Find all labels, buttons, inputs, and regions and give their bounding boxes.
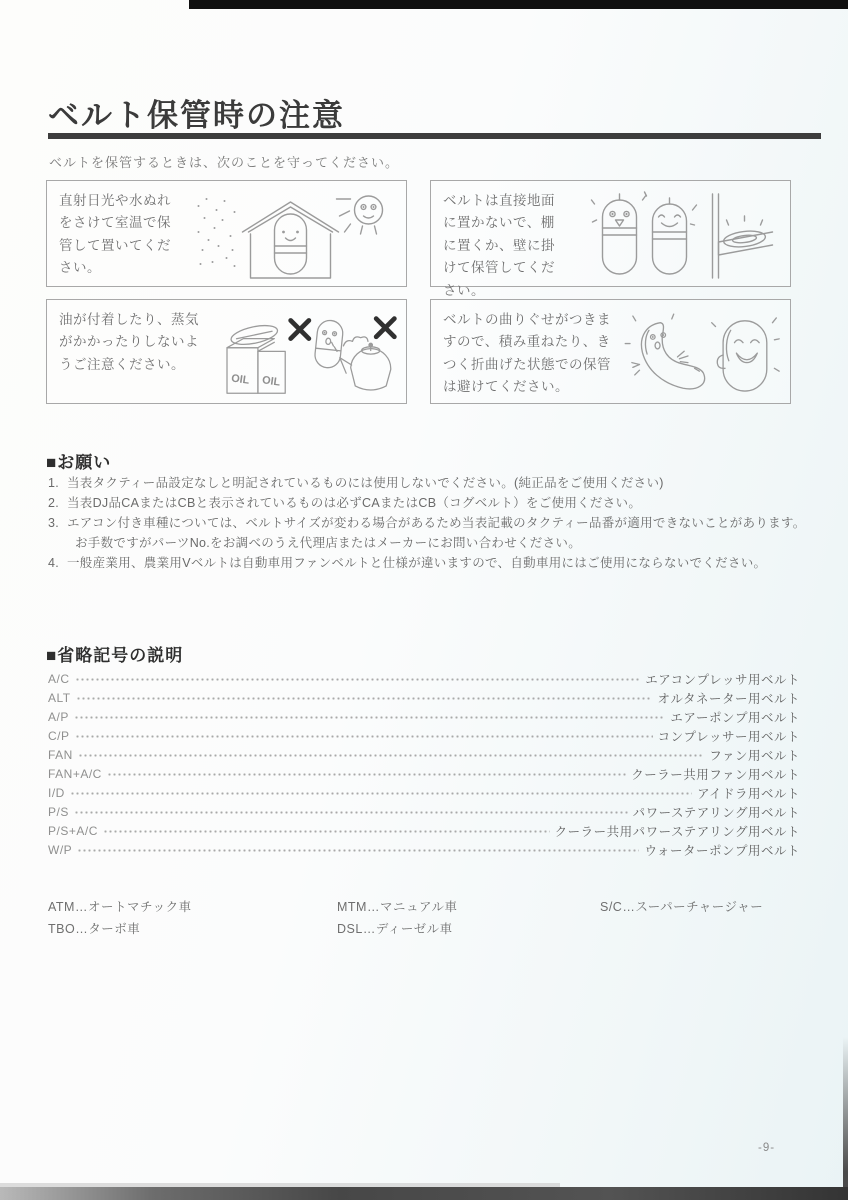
abbreviation-row [48, 726, 800, 745]
item-text: 当表タクティー品設定なしと明記されているものには使用しないでください。(純正品をご使用ください) [67, 476, 664, 490]
scan-edge-right-shadow [843, 1037, 848, 1187]
abbr-description: オルタネーター用ベルト [657, 691, 800, 706]
abbr-description: エアーポンプ用ベルト [670, 710, 800, 725]
abbr-code: P/S [48, 804, 69, 819]
abbreviation-list [48, 669, 800, 859]
oil-cans-kettle-illustration [207, 309, 398, 401]
vehicle-code: MTM…マニュアル車 [337, 900, 458, 914]
onegai-item [48, 473, 823, 493]
vehicle-code: ATM…オートマチック車 [48, 900, 192, 914]
abbreviation-row [48, 821, 800, 840]
item-number: 3. [48, 516, 60, 530]
scan-edge-bottom-bar [0, 1187, 848, 1200]
item-text: 当表DJ品CAまたはCBと表示されているものは必ずCAまたはCB（コグベルト）をご使用ください。 [67, 496, 642, 510]
precaution-box-bending [430, 299, 791, 404]
page-number: -9- [758, 1142, 776, 1154]
precaution-box-sunlight [46, 180, 407, 287]
abbr-description: ウォーターポンプ用ベルト [644, 843, 800, 858]
abbr-code: FAN [48, 747, 73, 762]
abbr-code: P/S+A/C [48, 823, 98, 838]
abbr-description: アイドラ用ベルト [697, 786, 800, 801]
bent-belt-and-happy-belt-illustration [611, 309, 782, 401]
abbr-code: C/P [48, 728, 70, 743]
abbr-code: ALT [48, 690, 71, 705]
onegai-item [48, 513, 823, 533]
abbreviation-row [48, 688, 800, 707]
item-text: お手数ですがパーツNo.をお調べのうえ代理店またはメーカーにお問い合わせください。 [75, 536, 582, 550]
svg-text:OIL: OIL [230, 372, 251, 387]
item-text: 一般産業用、農業用Vベルトは自動車用ファンベルトと仕様が違いますので、自動車用にはご使用にならないでください。 [67, 556, 767, 570]
abbreviation-row [48, 745, 800, 764]
dotted-leader [75, 675, 641, 684]
abbr-description: ファン用ベルト [709, 748, 800, 763]
abbr-description: エアコンプレッサ用ベルト [645, 672, 800, 687]
vehicle-code: S/C…スーパーチャージャー [600, 900, 764, 914]
abbr-code: I/D [48, 785, 65, 800]
item-number: 4. [48, 556, 60, 570]
precaution-text: ベルトの曲りぐせがつきますので、積み重ねたり、きつく折曲げた状態での保管は避けてください。 [443, 312, 611, 395]
dotted-leader [77, 846, 639, 855]
title-rule [48, 133, 821, 139]
precaution-box-oil-steam [46, 299, 407, 404]
onegai-list [48, 473, 823, 573]
dotted-leader [70, 789, 692, 798]
abbr-description: パワーステアリング用ベルト [632, 805, 800, 820]
precaution-box-shelf [430, 180, 791, 298]
item-text: エアコン付き車種については、ベルトサイズが変わる場合があるため当表記載のタクティー品番が適用できないことがあります。 [67, 516, 806, 530]
vehicle-code: TBO…ターボ車 [48, 922, 141, 936]
abbreviation-row [48, 840, 800, 859]
dotted-leader [107, 770, 626, 779]
item-number: 2. [48, 496, 60, 510]
dotted-leader [74, 808, 628, 817]
precaution-text: 直射日光や水ぬれをさけて室温で保管して置いてください。 [59, 193, 171, 276]
abbr-description: コンプレッサー用ベルト [657, 729, 800, 744]
rain-house-sun-illustration [183, 190, 398, 282]
dotted-leader [78, 751, 704, 760]
dotted-leader [103, 827, 550, 836]
vehicle-code: DSL…ディーゼル車 [337, 922, 453, 936]
item-number: 1. [48, 476, 60, 490]
dotted-leader [76, 694, 653, 703]
abbreviation-row [48, 802, 800, 821]
abbreviation-row [48, 783, 800, 802]
intro-text: ベルトを保管するときは、次のことを守ってください。 [49, 155, 400, 170]
precaution-text: 油が付着したり、蒸気がかかったりしないようご注意ください。 [59, 312, 199, 372]
abbr-description: クーラー共用ファン用ベルト [631, 767, 800, 782]
abbreviation-row [48, 669, 800, 688]
onegai-heading: ■お願い [46, 453, 112, 472]
dotted-leader [75, 732, 653, 741]
abbreviation-row [48, 764, 800, 783]
svg-text:OIL: OIL [261, 374, 282, 389]
belts-on-wall-and-shelf-illustration [567, 190, 782, 282]
abbr-code: A/C [48, 671, 70, 686]
abbreviation-heading: ■省略記号の説明 [46, 646, 184, 665]
precaution-text: ベルトは直接地面に置かないで、棚に置くか、壁に掛けて保管してください。 [443, 193, 555, 298]
abbreviation-row [48, 707, 800, 726]
onegai-item [48, 553, 823, 573]
abbr-code: W/P [48, 842, 73, 857]
onegai-item-continuation [48, 533, 823, 553]
dotted-leader [74, 713, 666, 722]
abbr-code: FAN+A/C [48, 766, 102, 781]
abbr-code: A/P [48, 709, 69, 724]
abbr-description: クーラー共用パワーステアリング用ベルト [554, 824, 800, 839]
page-title: ベルト保管時の注意 [48, 98, 345, 133]
scan-edge-top-bar [189, 0, 848, 9]
onegai-item [48, 493, 823, 513]
